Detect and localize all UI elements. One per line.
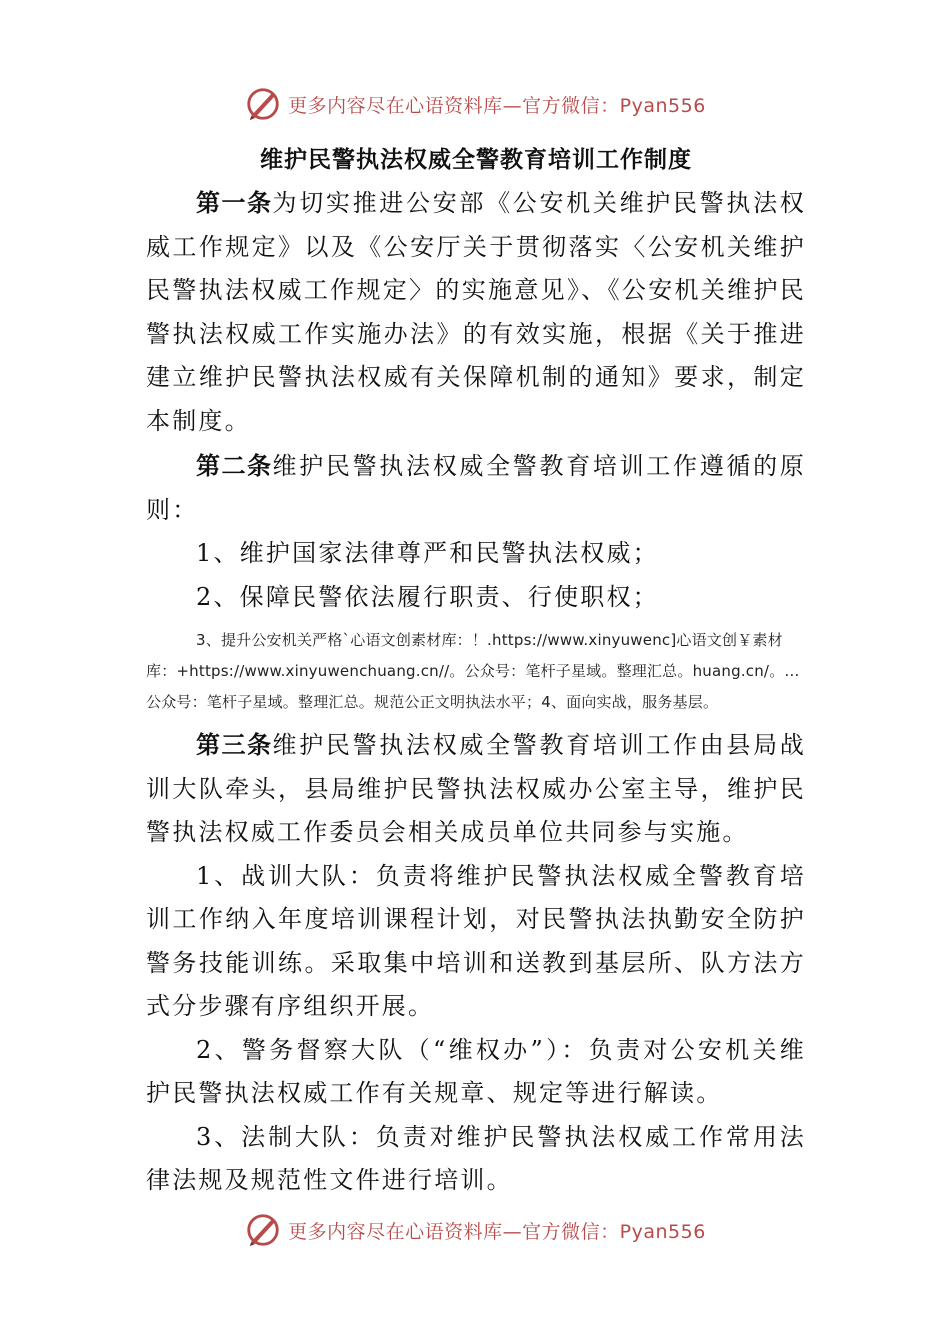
watermark-text: 更多内容尽在心语资料库—官方微信：Pyan556 bbox=[288, 1220, 706, 1243]
article-3-item: 3、法制大队：负责对维护民警执法权威工作常用法律法规及规范性文件进行培训。 bbox=[146, 1122, 806, 1194]
article-2-item: 2、保障民警依法履行职责、行使职权； bbox=[196, 582, 659, 611]
article-2-item: 1、维护国家法律尊严和民警执法权威； bbox=[196, 539, 659, 567]
watermark-text: 更多内容尽在心语资料库—官方微信：Pyan556 bbox=[288, 94, 706, 117]
watermark-header bbox=[0, 84, 950, 124]
watermark-footer bbox=[0, 1210, 950, 1250]
document-body bbox=[146, 140, 806, 1203]
article-3-item: 1、战训大队：负责将维护民警执法权威全警教育培训工作纳入年度培训课程计划，对民警执法执勤安全防护警务技能训练。采取集中培训和送教到基层所、队方法方式分步骤有序组织开展。 bbox=[146, 861, 806, 1020]
article-1-lead: 第一条 bbox=[196, 189, 273, 217]
article-2-lead: 第二条 bbox=[196, 452, 273, 480]
article-1 bbox=[146, 182, 806, 443]
article-3-item: 2、警务督察大队（“维权办”）：负责对公安机关维护民警执法权威工作有关规章、规定等进行解读。 bbox=[146, 1035, 806, 1107]
pen-circle-logo-icon bbox=[244, 1211, 282, 1249]
article-1-text: 为切实推进公安部《公安机关维护民警执法权威工作规定》以及《公安厅关于贯彻落实〈公安机关维护民警执法权威工作规定〉的实施意见》、《公安机关维护民警执法权威工作实施办法》的有效实施，根据《关于推进建立维护民警执法权威有关保障机制的通知》要求，制定本制度。 bbox=[146, 189, 806, 435]
article-3 bbox=[146, 724, 806, 855]
article-3-lead: 第三条 bbox=[196, 731, 273, 759]
article-2-text: 维护民警执法权威全警教育培训工作遵循的原则： bbox=[146, 452, 806, 524]
article-3-text: 维护民警执法权威全警教育培训工作由县局战训大队牵头，县局维护民警执法权威办公室主导，维护民警执法权威工作委员会相关成员单位共同参与实施。 bbox=[146, 731, 806, 846]
document-title: 维护民警执法权威全警教育培训工作制度 bbox=[260, 147, 692, 173]
article-2-small-note: 3、提升公安机关严格`心语文创素材库：！.https://www.xinyuwenc]心语文创￥素材库：+https://www.xinyuwenchuang.cn//。公众号：笔杆子星域。整理汇总。huang.cn/。…公众号：笔杆子星域。整理汇总。规范公正文明执法水平；4、面向实战，服务基层。 bbox=[146, 631, 800, 711]
article-2 bbox=[146, 445, 806, 532]
pen-circle-logo-icon bbox=[244, 85, 282, 123]
